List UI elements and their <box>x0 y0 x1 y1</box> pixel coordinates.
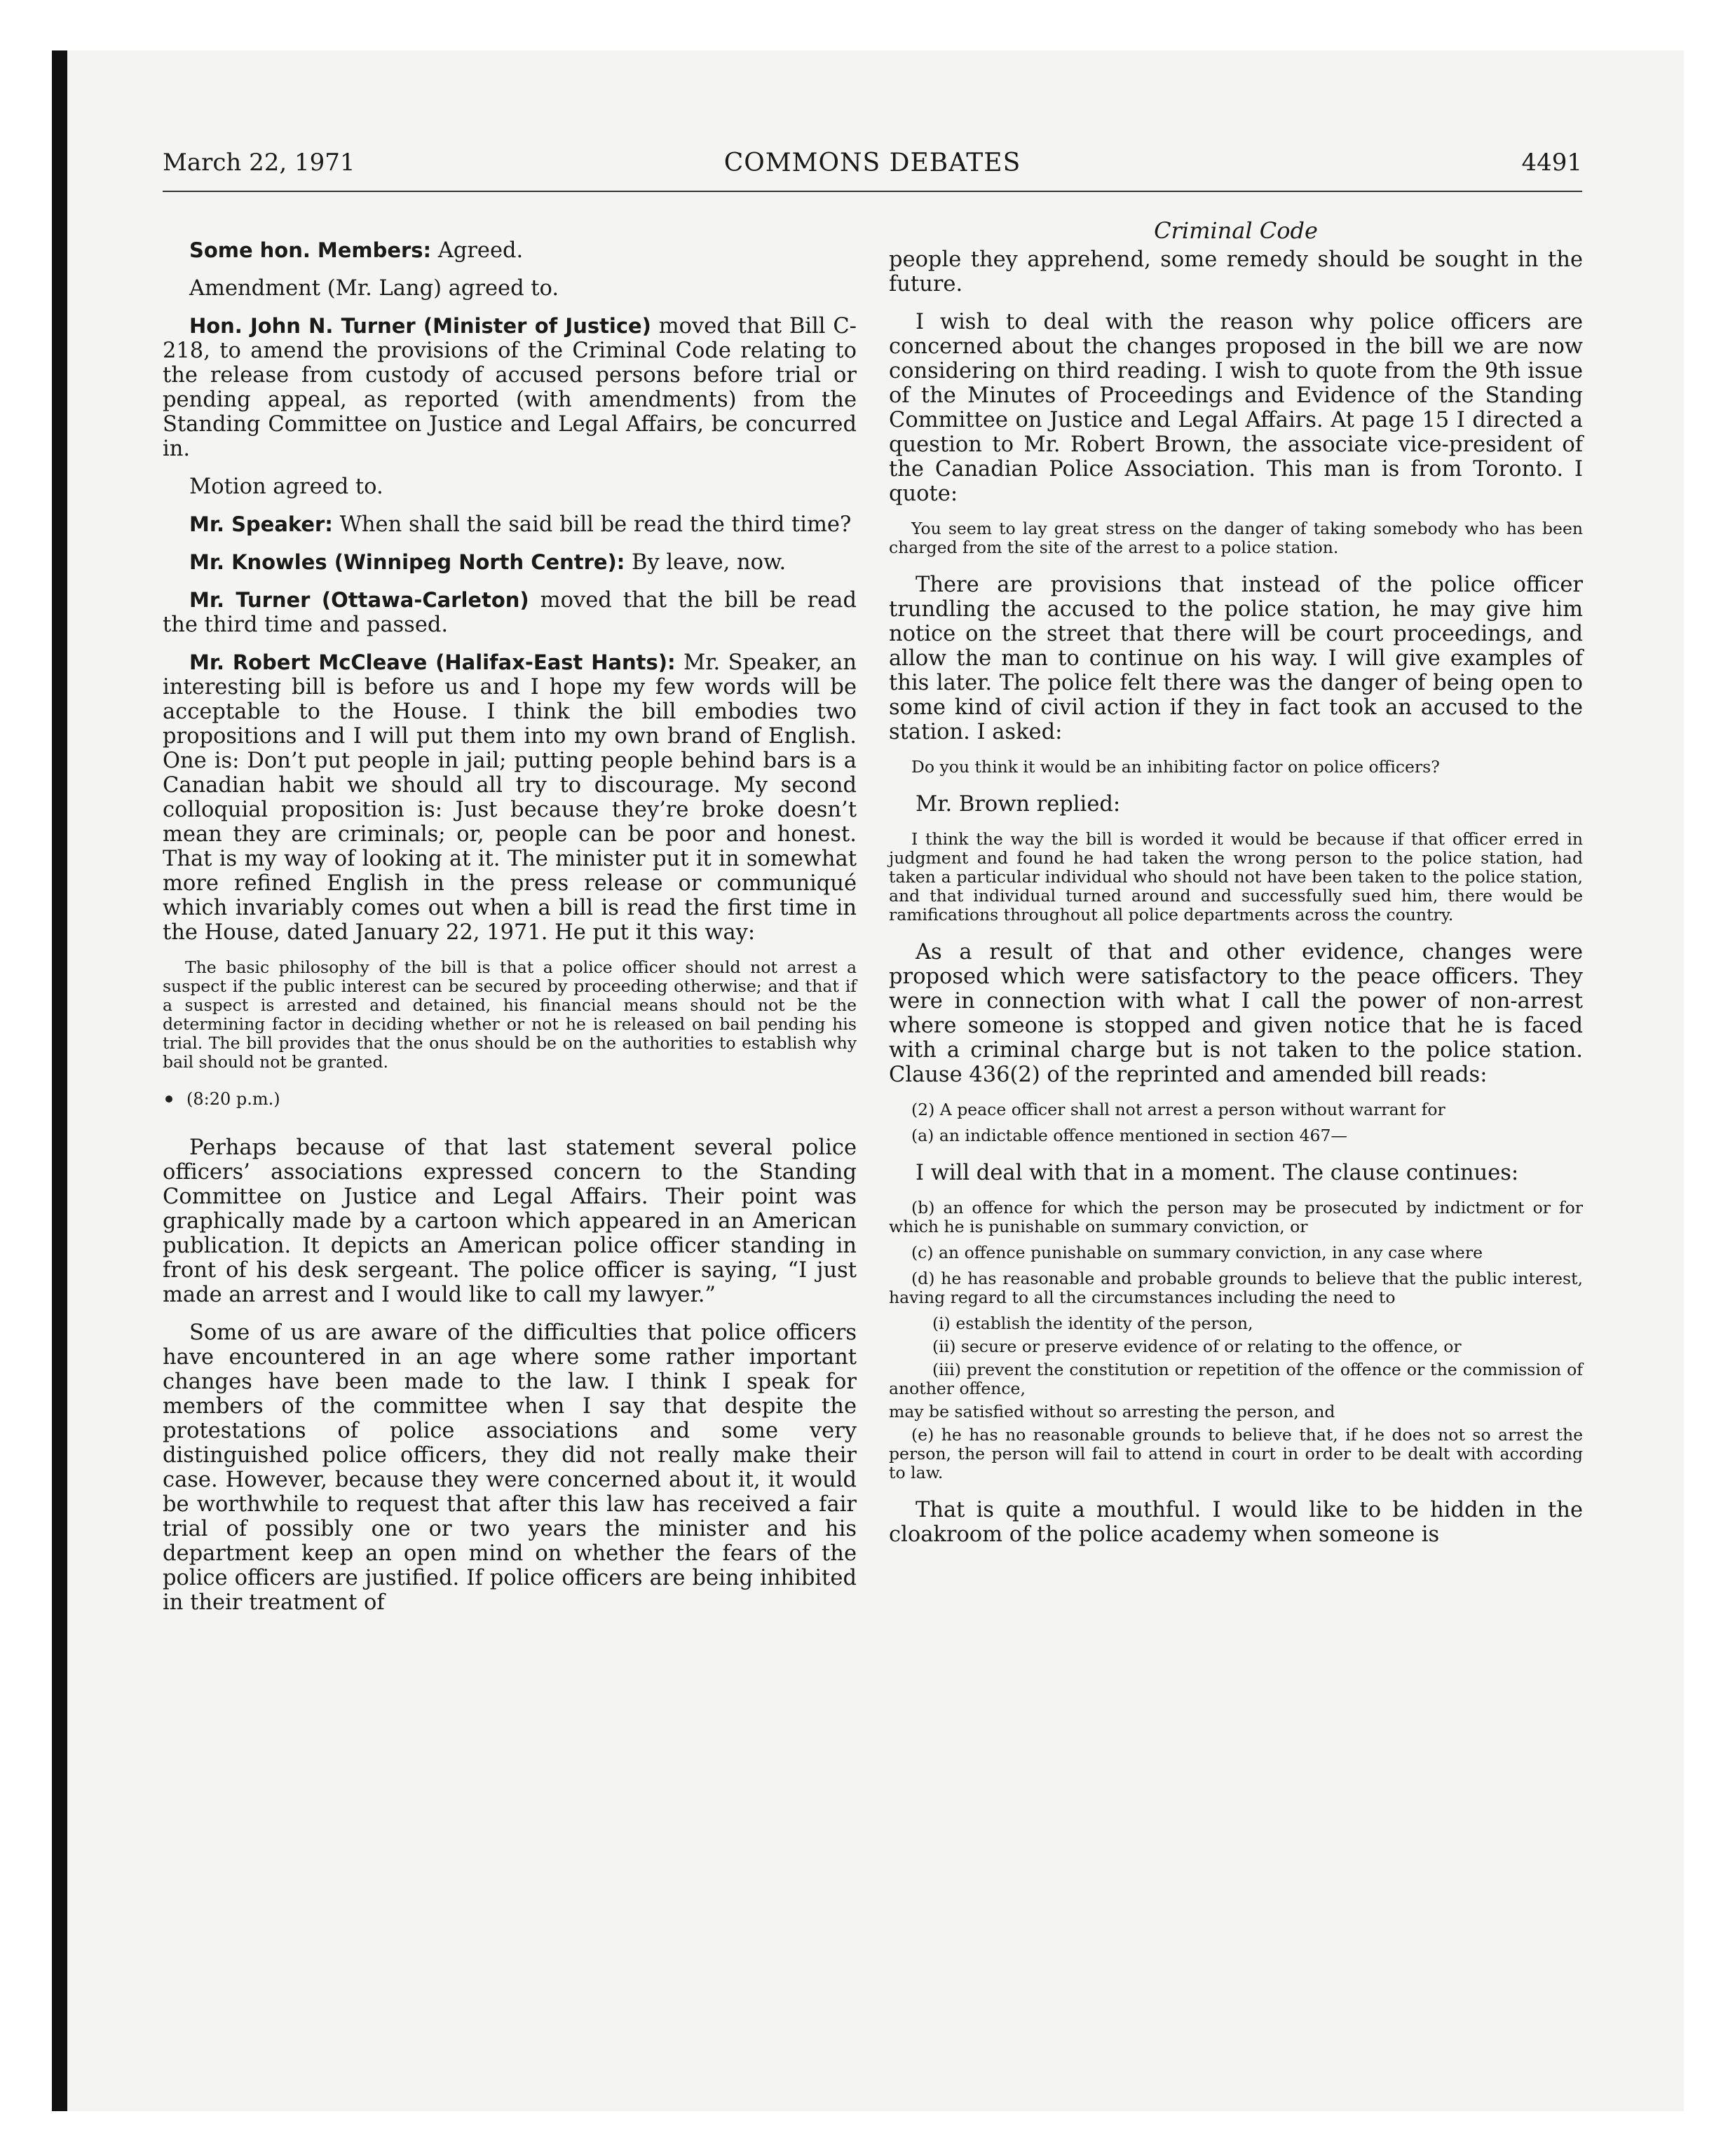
paragraph: Mr. Brown replied: <box>916 792 1121 817</box>
speech-text: moved that the bill be read the third time and passed. <box>163 588 857 637</box>
clause-item: (c) an offence punishable on summary conviction, in any case where <box>911 1243 1483 1262</box>
speaker-name: Mr. Robert McCleave (Halifax-East Hants): <box>189 650 676 674</box>
paragraph: I wish to deal with the reason why police officers are concerned about the changes proposed in the bill we are now considering on third reading. I wish to quote from the 9th issue of the Minutes of Proceedings and Evidence of the Standing Committee on Justice and Legal Affairs. At page 15 I directed a question to Mr. Robert Brown, the associate vice-president of the Canadian Police Association. This man is from Toronto. I quote: <box>889 310 1583 506</box>
clause-item: (b) an offence for which the person may be prosecuted by indictment or for which he is punishable on summary conviction, or <box>889 1198 1583 1236</box>
section-heading: Criminal Code <box>1154 217 1318 244</box>
speech-text: Agreed. <box>431 238 524 263</box>
speaker-name: Hon. John N. Turner (Minister of Justice) <box>189 314 651 338</box>
block-quote: The basic philosophy of the bill is that a police officer should not arrest a suspect if the public interest can be secured by proceeding otherwise; and that if a suspect is arrested and detained, his financial means should not be the determining factor in deciding whether or not he is released on bail pending his trial. The bill provides that the onus should be on the authorities to establish why bail should not be granted. <box>163 957 857 1072</box>
paragraph <box>163 650 857 945</box>
block-quote: Do you think it would be an inhibiting factor on police officers? <box>911 757 1440 777</box>
page-header <box>163 149 1582 192</box>
clause-subitem: (iii) prevent the constitution or repetition of the offence or the commission of another offence, <box>889 1360 1583 1398</box>
speech-text: By leave, now. <box>625 550 787 575</box>
paragraph <box>163 314 857 461</box>
clause-item: (e) he has no reasonable grounds to believe that, if he does not so arrest the person, the person will fail to attend in court in order to be dealt with according to law. <box>889 1425 1583 1482</box>
clause-subitem: (ii) secure or preserve evidence of or relating to the offence, or <box>932 1337 1462 1356</box>
paragraph: There are provisions that instead of the police officer trundling the accused to the police station, he may give him notice on the street that there will be court proceedings, and allow the man to continue on his way. I will give examples of this later. The police felt there was the danger of being open to some kind of civil action if they in fact took an accused to the station. I asked: <box>889 573 1583 744</box>
paragraph <box>163 238 857 263</box>
right-column <box>889 217 1583 1560</box>
clause-item: (d) he has reasonable and probable grounds to believe that the public interest, having regard to all the circumstances including the need to <box>889 1269 1583 1307</box>
paragraph <box>163 550 857 575</box>
scan-border <box>52 50 67 2111</box>
paragraph: Perhaps because of that last statement several police officers’ associations expressed concern to the Standing Committee on Justice and Legal Affairs. Their point was graphically made by a cartoon which appeared in an American publication. It depicts an American police officer standing in front of his desk sergeant. The police officer is saying, “I just made an arrest and I would like to call my lawyer.” <box>163 1135 857 1307</box>
paragraph: people they apprehend, some remedy should be sought in the future. <box>889 247 1583 296</box>
block-quote: I think the way the bill is worded it would be because if that officer erred in judgment and found he had taken the wrong person to the police station, had taken a particular individual who should not have been taken to the police station, and that individual turned around and successfully sued him, there would be ramifications throughout all police departments across the country. <box>889 829 1583 925</box>
clause-subitem: (i) establish the identity of the person, <box>932 1314 1253 1333</box>
clause-continuation: may be satisfied without so arresting the person, and <box>889 1402 1335 1421</box>
paragraph: That is quite a mouthful. I would like to be hidden in the cloakroom of the police academy when someone is <box>889 1498 1583 1547</box>
speech-text: When shall the said bill be read the third time? <box>332 512 852 537</box>
header-date: March 22, 1971 <box>163 149 355 177</box>
timestamp <box>163 1087 857 1112</box>
speaker-name: Mr. Knowles (Winnipeg North Centre): <box>189 550 625 574</box>
speech-text: moved that Bill C-218, to amend the provisions of the Criminal Code relating to the release from custody of accused persons before trial or pending appeal, as reported (with amendments) from the Standing Committee on Justice and Legal Affairs, be concurred in. <box>163 314 857 461</box>
header-title: COMMONS DEBATES <box>723 149 1021 177</box>
paragraph: Motion agreed to. <box>189 475 383 499</box>
paragraph: As a result of that and other evidence, changes were proposed which were satisfactory to the peace officers. They were in connection with what I call the power of non-arrest where someone is stopped and given notice that he is faced with a criminal charge but is not taken to the police station. Clause 436(2) of the reprinted and amended bill reads: <box>889 940 1583 1087</box>
timestamp-text: (8:20 p.m.) <box>186 1089 280 1109</box>
speaker-name: Mr. Turner (Ottawa-Carleton) <box>189 588 529 612</box>
paragraph <box>163 588 857 637</box>
speaker-name: Some hon. Members: <box>189 238 432 262</box>
clause-item: (2) A peace officer shall not arrest a person without warrant for <box>911 1100 1445 1119</box>
clause-item: (a) an indictable offence mentioned in section 467— <box>911 1126 1347 1145</box>
left-column <box>163 238 857 1628</box>
paragraph: Some of us are aware of the difficulties that police officers have encountered in an age where some rather important changes have been made to the law. I think I speak for members of the committee when I say that despite the protestations of police associations and some very distinguished police officers, they did not really make their case. However, because they were concerned about it, it would be worthwhile to request that after this law has received a fair trial of possibly one or two years the minister and his department keep an open mind on whether the fears of the police officers are justified. If police officers are being inhibited in their treatment of <box>163 1321 857 1615</box>
page-number: 4491 <box>1521 149 1582 177</box>
paragraph <box>163 512 857 537</box>
bullet-icon <box>165 1096 172 1103</box>
block-quote: You seem to lay great stress on the danger of taking somebody who has been charged from the site of the arrest to a police station. <box>889 519 1583 557</box>
paragraph: Amendment (Mr. Lang) agreed to. <box>189 276 559 301</box>
paragraph: I will deal with that in a moment. The clause continues: <box>916 1161 1519 1185</box>
speaker-name: Mr. Speaker: <box>189 512 333 536</box>
speech-text: Mr. Speaker, an interesting bill is before us and I hope my few words will be acceptable to the House. I think the bill embodies two propositions and I will put them into my own brand of English. One is: Don’t put people in jail; putting people behind bars is a Canadian habit we should all try to discourage. My second colloquial proposition is: Just because they’re broke doesn’t mean they are criminals; or, people can be poor and honest. That is my way of looking at it. The minister put it in somewhat more refined English in the press release or communiqué which invariably comes out when a bill is read the first time in the House, dated January 22, 1971. He put it this way: <box>163 650 857 945</box>
